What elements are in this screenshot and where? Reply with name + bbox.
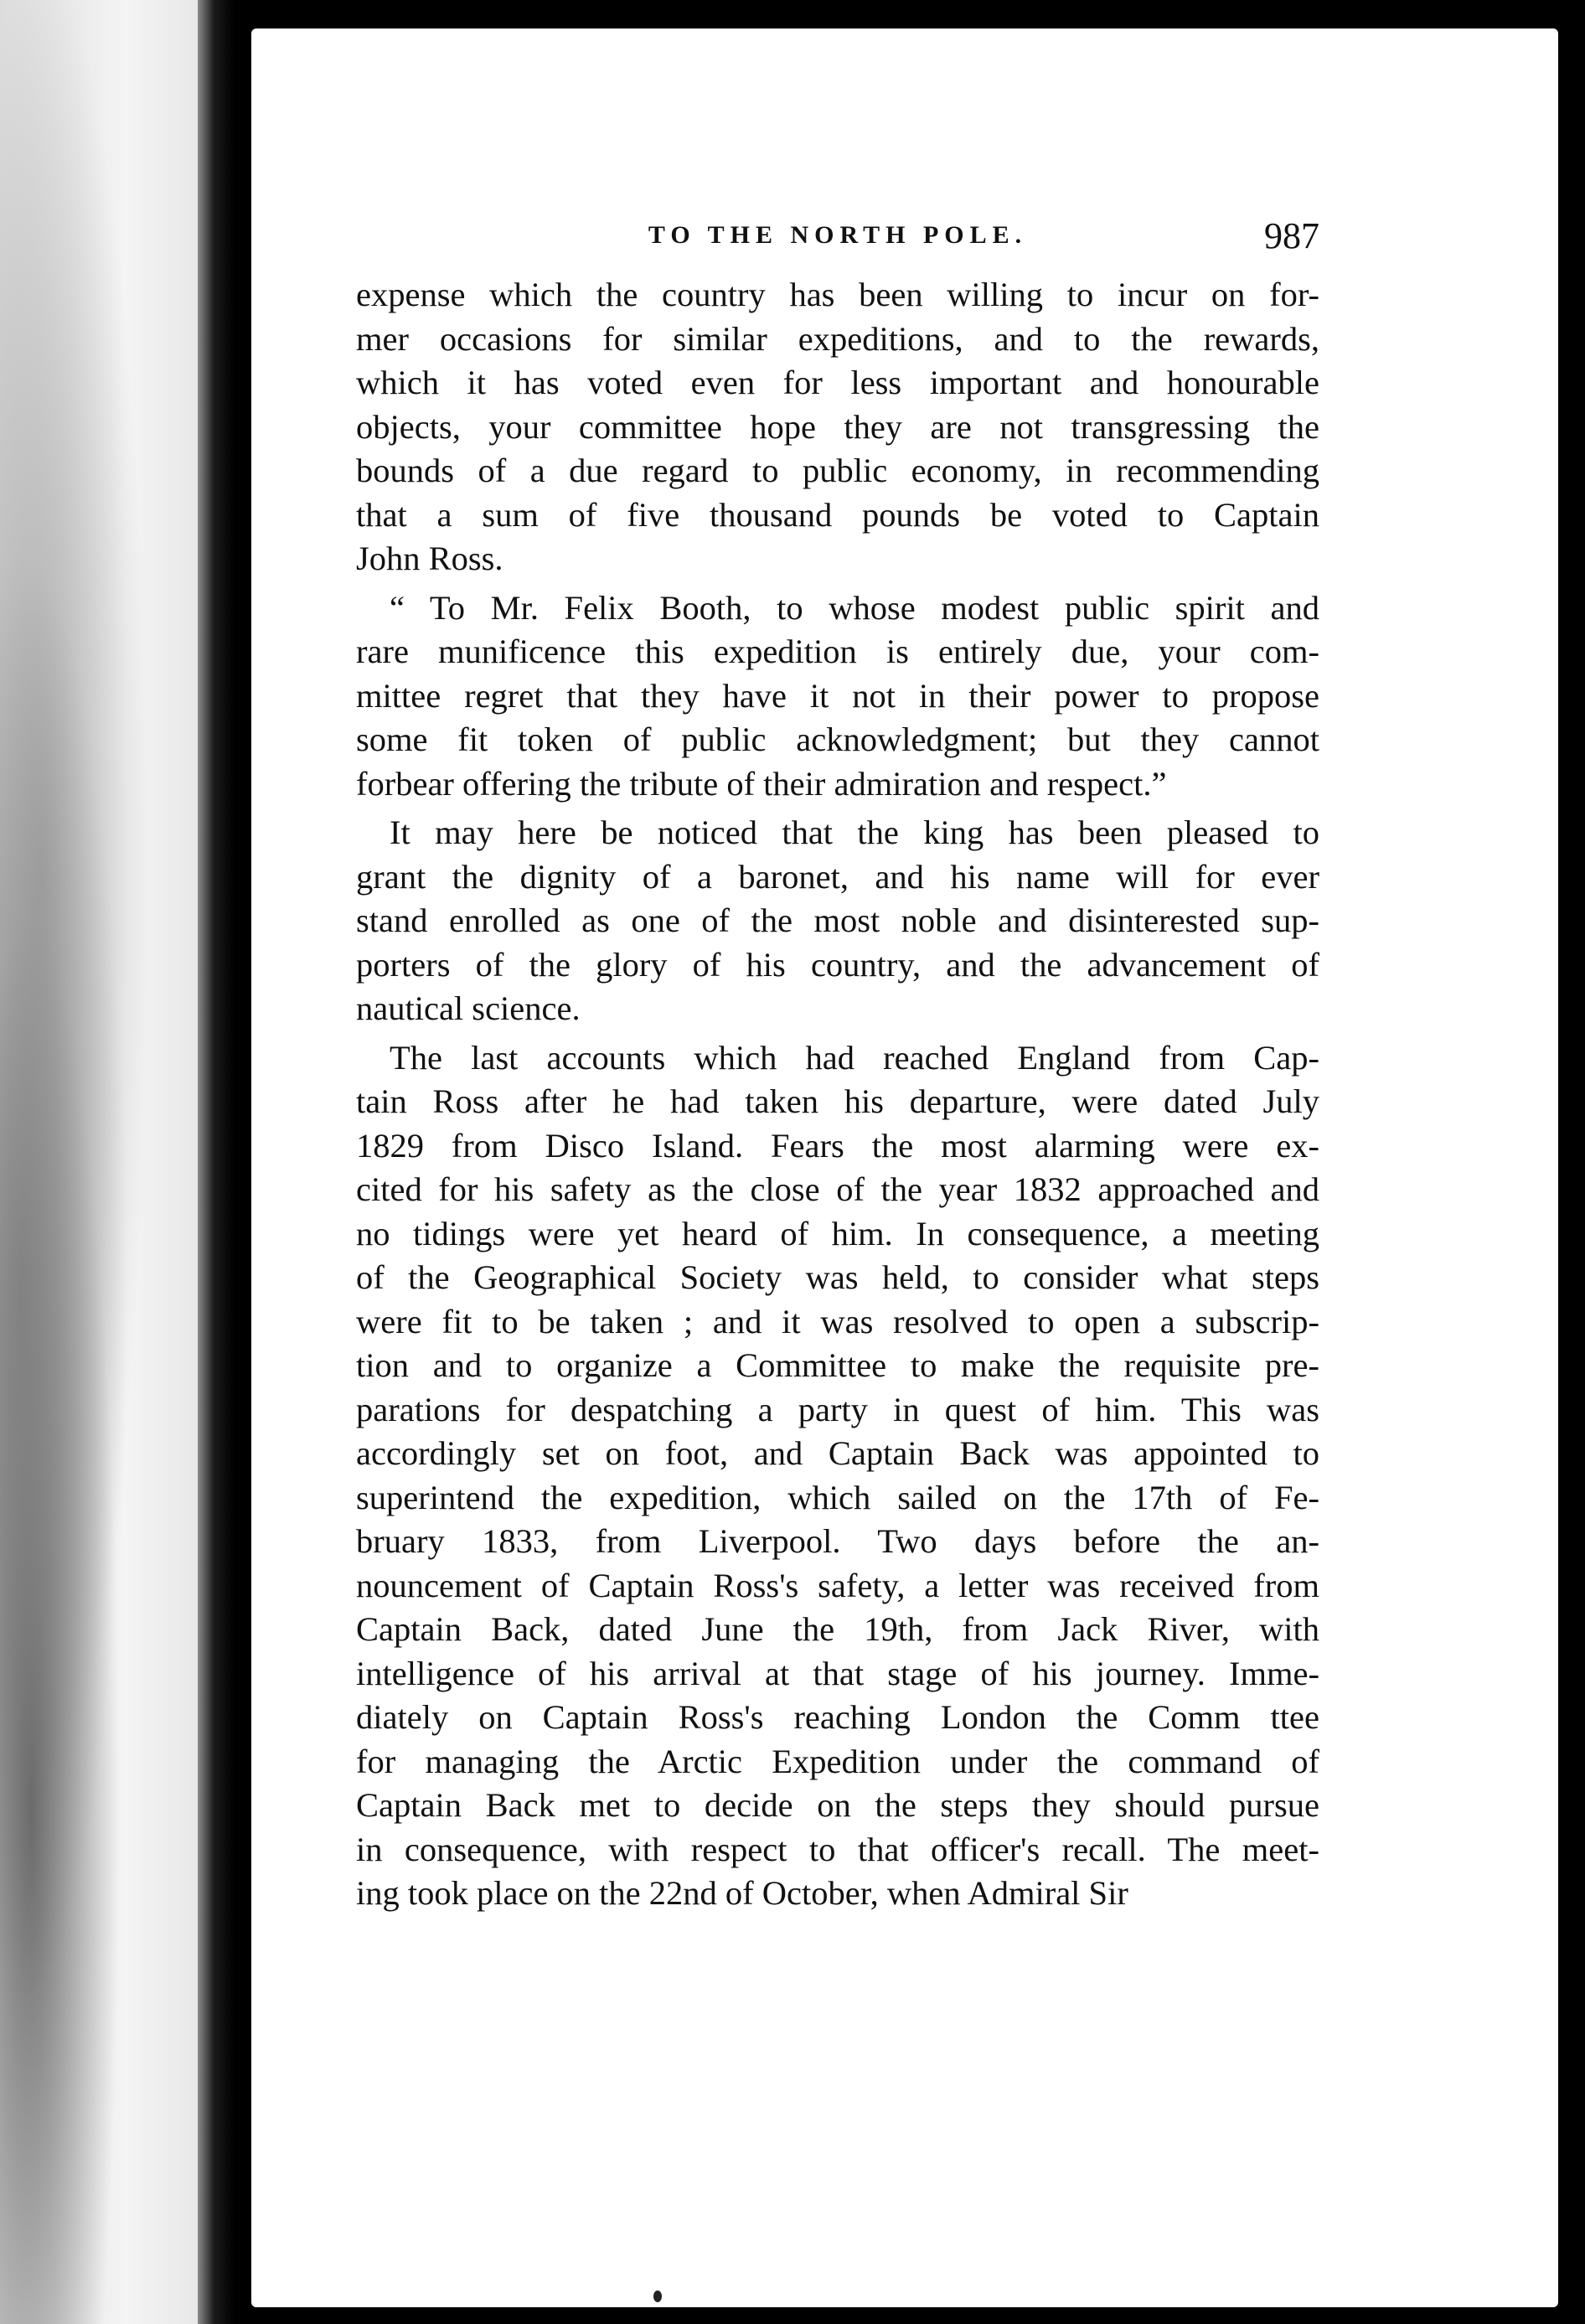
text-line: 1829 from Disco Island. Fears the most alarming were ex-	[356, 1126, 1319, 1165]
text-line: nautical science.	[356, 989, 581, 1027]
text-line: cited for his safety as the close of the year 1832 approached and	[356, 1170, 1319, 1208]
text-line: tain Ross after he had taken his departure, were dated July	[356, 1082, 1319, 1120]
text-line: tion and to organize a Committee to make the requisite pre-	[356, 1346, 1319, 1384]
text-line: superintend the expedition, which sailed on the 17th of Fe-	[356, 1478, 1319, 1516]
paragraph	[356, 586, 1319, 807]
text-line: in consequence, with respect to that officer's recall. The meet-	[356, 1830, 1319, 1868]
text-line: no tidings were yet heard of him. In consequence, a meeting	[356, 1214, 1319, 1252]
text-line: mittee regret that they have it not in their power to propose	[356, 676, 1319, 715]
text-line: diately on Captain Ross's reaching London the Comm ttee	[356, 1698, 1319, 1736]
text-line: bruary 1833, from Liverpool. Two days before the an-	[356, 1522, 1319, 1560]
book-gutter-shadow	[198, 0, 235, 2324]
text-line: grant the dignity of a baronet, and his name will for ever	[356, 857, 1319, 896]
text-line: bounds of a due regard to public economy, in recommending	[356, 452, 1319, 489]
text-line: objects, your committee hope they are not transgressing the	[356, 407, 1319, 446]
text-line: accordingly set on foot, and Captain Back was appointed to	[356, 1434, 1319, 1472]
text-line: that a sum of five thousand pounds be voted to Captain	[356, 495, 1319, 534]
paragraph	[356, 273, 1319, 581]
text-line: which it has voted even for less important and honourable	[356, 364, 1319, 401]
text-line: rare munificence this expedition is entirely due, your com-	[356, 633, 1319, 670]
scan-speck	[653, 2290, 662, 2302]
text-line: “ To Mr. Felix Booth, to whose modest public spirit and	[390, 588, 1319, 627]
running-title: TO THE NORTH POLE.	[648, 221, 1028, 249]
facing-page-engraving	[0, 0, 209, 2324]
text-line: John Ross.	[356, 540, 503, 577]
running-head	[356, 214, 1319, 273]
text-line: forbear offering the tribute of their admiration and respect.”	[356, 764, 1167, 803]
text-line: Captain Back met to decide on the steps they should pursue	[356, 1786, 1319, 1824]
text-line: porters of the glory of his country, and the advancement of	[356, 945, 1319, 984]
text-line: mer occasions for similar expeditions, and to the rewards,	[356, 319, 1319, 358]
text-line: nouncement of Captain Ross's safety, a letter was received from	[356, 1566, 1319, 1604]
paragraph	[356, 1036, 1319, 1916]
text-line: some fit token of public acknowledgment; but they cannot	[356, 720, 1319, 758]
text-line: for managing the Arctic Expedition under the command of	[356, 1742, 1319, 1780]
text-line: were fit to be taken ; and it was resolved to open a subscrip-	[356, 1302, 1319, 1340]
text-line: intelligence of his arrival at that stage of his journey. Imme-	[356, 1654, 1319, 1692]
text-line: The last accounts which had reached England from Cap-	[390, 1038, 1319, 1077]
text-line: It may here be noticed that the king has been pleased to	[390, 813, 1319, 851]
text-line: parations for despatching a party in quest of him. This was	[356, 1390, 1319, 1428]
text-line: expense which the country has been willing to incur on for-	[356, 276, 1319, 313]
text-line: stand enrolled as one of the most noble and disinterested sup-	[356, 901, 1319, 939]
body-text	[356, 273, 1319, 1916]
page-number: 987	[1264, 215, 1319, 256]
text-line: of the Geographical Society was held, to consider what steps	[356, 1258, 1319, 1296]
text-line: ing took place on the 22nd of October, when Admiral Sir	[356, 1874, 1128, 1912]
paragraph	[356, 811, 1319, 1031]
page-content	[356, 214, 1319, 1916]
scanned-page	[251, 28, 1558, 2307]
text-line: Captain Back, dated June the 19th, from Jack River, with	[356, 1610, 1319, 1648]
